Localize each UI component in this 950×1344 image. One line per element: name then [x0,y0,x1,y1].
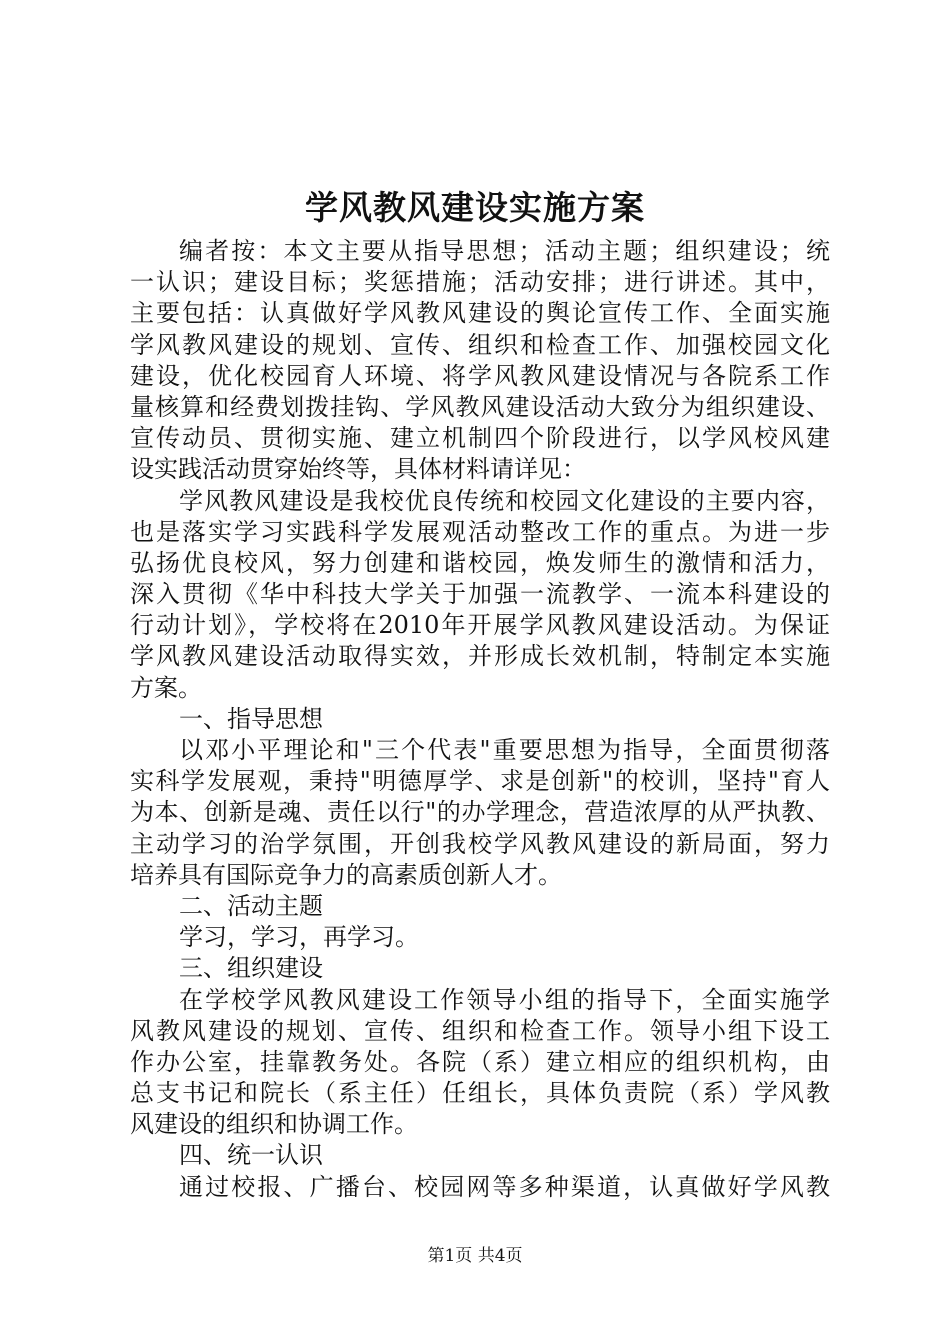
section-heading: 二、活动主题 [179,891,323,920]
text-line: 学风教风建设是我校优良传统和校园文化建设的主要内容， [179,486,830,515]
document-title: 学风教风建设实施方案 [305,188,645,227]
text-line: 在学校学风教风建设工作领导小组的指导下，全面实施学 [179,985,830,1014]
text-line: 量核算和经费划拨挂钩、学风教风建设活动大致分为组织建设、 [130,392,830,421]
text-line: 方案。 [130,673,202,702]
text-line: 主要包括：认真做好学风教风建设的舆论宣传工作、全面实施 [130,299,830,328]
text-line: 学习，学习，再学习。 [179,923,419,952]
text-line: 通过校报、广播台、校园网等多种渠道，认真做好学风教 [179,1172,830,1201]
text-line: 以邓小平理论和"三个代表"重要思想为指导，全面贯彻落 [179,736,830,764]
text-line: 学风教风建设的规划、宣传、组织和检查工作、加强校园文化 [130,330,830,359]
text-line: 设实践活动贯穿始终等，具体材料请详见： [130,455,586,484]
text-line: 弘扬优良校风，努力创建和谐校园，焕发师生的激情和活力， [130,548,830,577]
text-line: 学风教风建设活动取得实效，并形成长效机制，特制定本实施 [130,642,830,671]
text-line: 总支书记和院长（系主任）任组长，具体负责院（系）学风教 [130,1079,830,1108]
text-line: 培养具有国际竞争力的高素质创新人才。 [130,860,562,889]
text-line: 为本、创新是魂、责任以行"的办学理念，营造浓厚的从严执教、 [130,798,830,827]
text-line: 风教风建设的规划、宣传、组织和检查工作。领导小组下设工 [130,1016,830,1045]
document-body [130,236,830,1203]
text-line: 一认识；建设目标；奖惩措施；活动安排；进行讲述。其中， [130,268,830,297]
text-line: 宣传动员、贯彻实施、建立机制四个阶段进行，以学风校风建 [130,424,830,453]
text-line: 也是落实学习实践科学发展观活动整改工作的重点。为进一步 [130,517,830,546]
text-line: 建设，优化校园育人环境、将学风教风建设情况与各院系工作 [130,361,830,390]
section-heading: 四、统一认识 [179,1141,323,1170]
text-line: 作办公室，挂靠教务处。各院（系）建立相应的组织机构，由 [130,1047,830,1076]
text-line: 风建设的组织和协调工作。 [130,1110,418,1139]
page-footer: 第1页 共4页 [427,1246,523,1266]
section-heading: 一、指导思想 [179,704,323,733]
section-heading: 三、组织建设 [179,954,323,983]
text-line: 编者按：本文主要从指导思想；活动主题；组织建设；统 [179,237,830,265]
text-line: 主动学习的治学氛围，开创我校学风教风建设的新局面，努力 [130,829,830,858]
text-line: 实科学发展观，秉持"明德厚学、求是创新"的校训，坚持"育人 [130,767,830,796]
text-line: 行动计划》，学校将在2010年开展学风教风建设活动。为保证 [130,611,830,640]
text-line: 深入贯彻《华中科技大学关于加强一流教学、一流本科建设的 [130,580,830,609]
